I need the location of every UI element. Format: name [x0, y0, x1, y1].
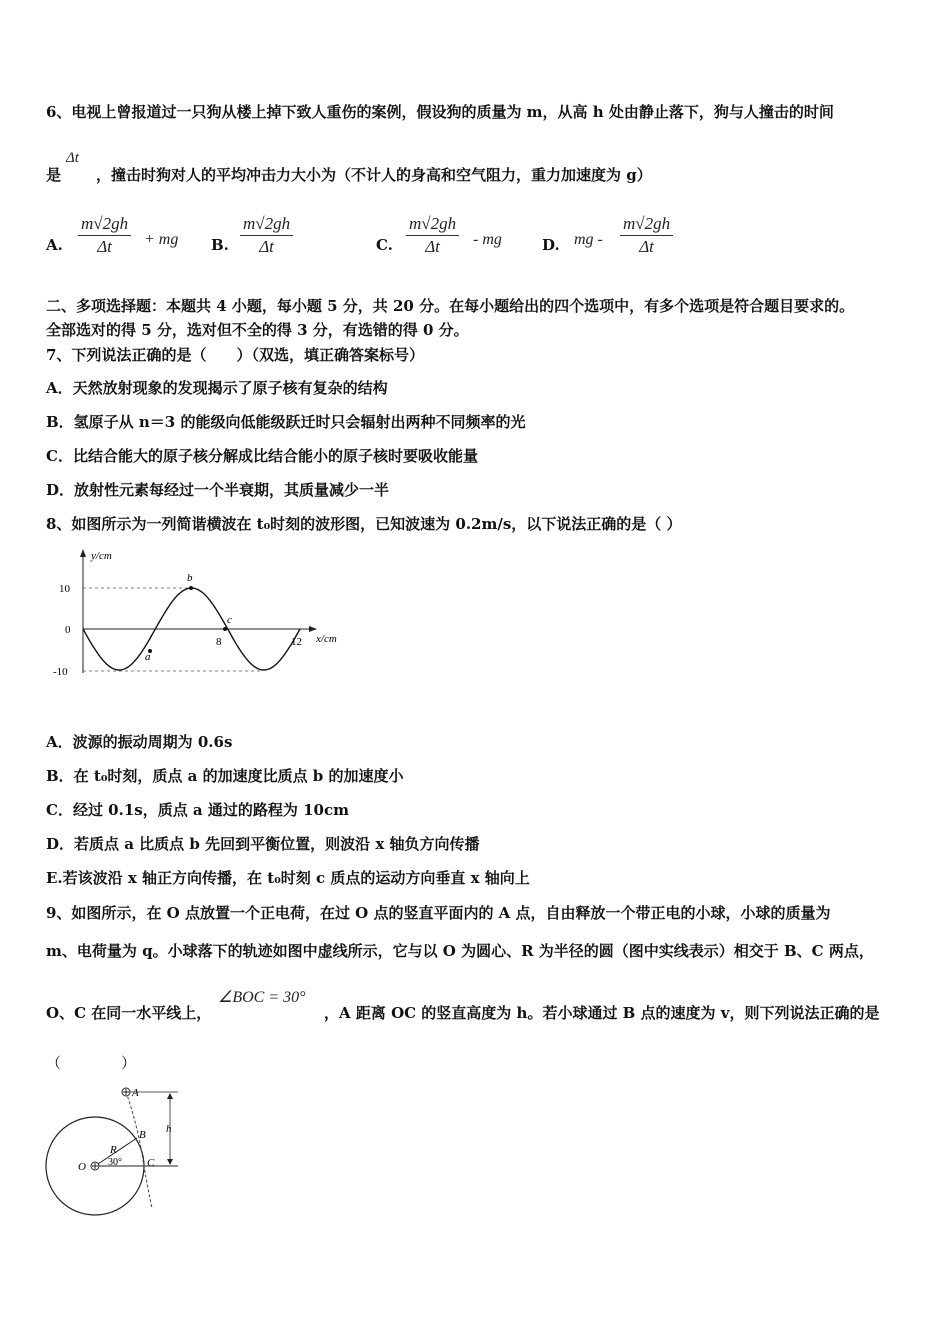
height-arrow-down-icon	[167, 1159, 173, 1165]
q6-option-d-label[interactable]: D.	[542, 236, 560, 254]
section2-header-line1: 二、多项选择题：本题共 4 小题，每小题 5 分，共 20 分。在每小题给出的四个选项中，有多个选项是符合题目要求的。	[46, 297, 855, 315]
q7-option-d[interactable]: D．放射性元素每经过一个半衰期，其质量减少一半	[46, 481, 390, 499]
q6-option-b-label[interactable]: B.	[211, 236, 229, 254]
x-tick-12: 12	[291, 636, 302, 648]
q6-option-c-fraction	[406, 213, 459, 258]
label-r: R	[110, 1144, 117, 1156]
q6-stem-line2-prefix: 是	[46, 166, 62, 184]
q8-option-d[interactable]: D．若质点 a 比质点 b 先回到平衡位置，则波沿 x 轴负方向传播	[46, 835, 480, 853]
q6-option-a-tail: + mg	[144, 231, 179, 248]
q9-answer-blank[interactable]: （ ）	[46, 1054, 137, 1072]
q9-stem-line1: 9、如图所示，在 O 点放置一个正电荷，在过 O 点的竖直平面内的 A 点，自由释放一个带正电的小球，小球的质量为	[46, 904, 831, 922]
q8-option-e[interactable]: E.若该波沿 x 轴正方向传播，在 t₀时刻 c 质点的运动方向垂直 x 轴向上	[46, 869, 530, 887]
y-axis-label: y/cm	[91, 550, 112, 562]
q8-stem: 8、如图所示为一列简谐横波在 t₀时刻的波形图，已知波速为 0.2m/s，以下说法正确的是（ ）	[46, 515, 682, 533]
q6-option-c-tail: - mg	[473, 231, 502, 248]
q6-option-b-num: m√2gh	[240, 213, 293, 236]
q6-option-a-fraction	[78, 213, 131, 258]
trajectory-dashed	[126, 1092, 152, 1208]
y-tick-minus10: -10	[53, 666, 68, 678]
q6-option-a-label[interactable]: A.	[46, 236, 63, 254]
angle-label: 30°	[108, 1157, 122, 1168]
q8-wave-figure	[45, 545, 345, 695]
q7-stem: 7、下列说法正确的是（ ）（双选，填正确答案标号）	[46, 346, 424, 364]
label-c: C	[147, 1157, 155, 1169]
q9-stem-line3-suffix: ，A 距离 OC 的竖直高度为 h。若小球通过 B 点的速度为 v，则下列说法正确的是	[324, 1004, 880, 1022]
point-a-label: a	[145, 651, 151, 663]
q9-angle-expression: ∠BOC = 30°	[218, 989, 306, 1006]
q6-option-d-head: mg -	[574, 231, 603, 248]
q7-option-c[interactable]: C．比结合能大的原子核分解成比结合能小的原子核时要吸收能量	[46, 447, 478, 465]
q7-option-b[interactable]: B．氢原子从 n＝3 的能级向低能级跃迁时只会辐射出两种不同频率的光	[46, 413, 526, 431]
point-c-label: c	[227, 614, 232, 626]
q8-option-a[interactable]: A．波源的振动周期为 0.6s	[46, 733, 233, 751]
label-h: h	[166, 1123, 172, 1135]
q6-option-d-den: Δt	[639, 237, 654, 256]
q6-option-d-fraction	[620, 213, 673, 258]
q9-circle-figure	[40, 1080, 190, 1220]
q7-option-a[interactable]: A．天然放射现象的发现揭示了原子核有复杂的结构	[46, 379, 388, 397]
q9-stem-line3-prefix: O、C 在同一水平线上，	[46, 1004, 212, 1022]
q9-stem-line2: m、电荷量为 q。小球落下的轨迹如图中虚线所示，它与以 O 为圆心、R 为半径的圆（图中实线表示）相交于 B、C 两点，	[46, 942, 874, 960]
q6-stem-line1: 6、电视上曾报道过一只狗从楼上掉下致人重伤的案例，假设狗的质量为 m，从高 h 处由静止落下，狗与人撞击的时间	[46, 103, 834, 121]
q8-option-c[interactable]: C．经过 0.1s，质点 a 通过的路程为 10cm	[46, 801, 349, 819]
point-b-marker	[189, 586, 193, 590]
point-b-label: b	[187, 572, 193, 584]
label-a: A	[132, 1087, 139, 1099]
x-axis-arrow-icon	[309, 626, 317, 632]
q6-option-a-num: m√2gh	[78, 213, 131, 236]
q6-option-c-den: Δt	[425, 237, 440, 256]
q6-delta-t: Δt	[66, 150, 79, 166]
x-tick-8: 8	[216, 636, 222, 648]
x-axis-label: x/cm	[316, 633, 337, 645]
q6-option-c-label[interactable]: C.	[376, 236, 393, 254]
q6-stem-line2-suffix: ，撞击时狗对人的平均冲击力大小为（不计人的身高和空气阻力，重力加速度为 g）	[96, 166, 652, 184]
q6-option-b-den: Δt	[259, 237, 274, 256]
label-b: B	[139, 1129, 146, 1141]
y-tick-10: 10	[59, 583, 70, 595]
y-axis-arrow-icon	[80, 549, 86, 557]
q6-option-a-den: Δt	[97, 237, 112, 256]
label-o: O	[78, 1161, 86, 1173]
q6-option-c-num: m√2gh	[406, 213, 459, 236]
point-c-marker	[223, 627, 227, 631]
q6-option-d-num: m√2gh	[620, 213, 673, 236]
q6-option-b-fraction	[240, 213, 293, 258]
y-tick-0: 0	[65, 624, 71, 636]
section2-header-line2: 全部选对的得 5 分，选对但不全的得 3 分，有选错的得 0 分。	[46, 321, 469, 339]
height-arrow-up-icon	[167, 1093, 173, 1099]
q8-option-b[interactable]: B．在 t₀时刻，质点 a 的加速度比质点 b 的加速度小	[46, 767, 404, 785]
